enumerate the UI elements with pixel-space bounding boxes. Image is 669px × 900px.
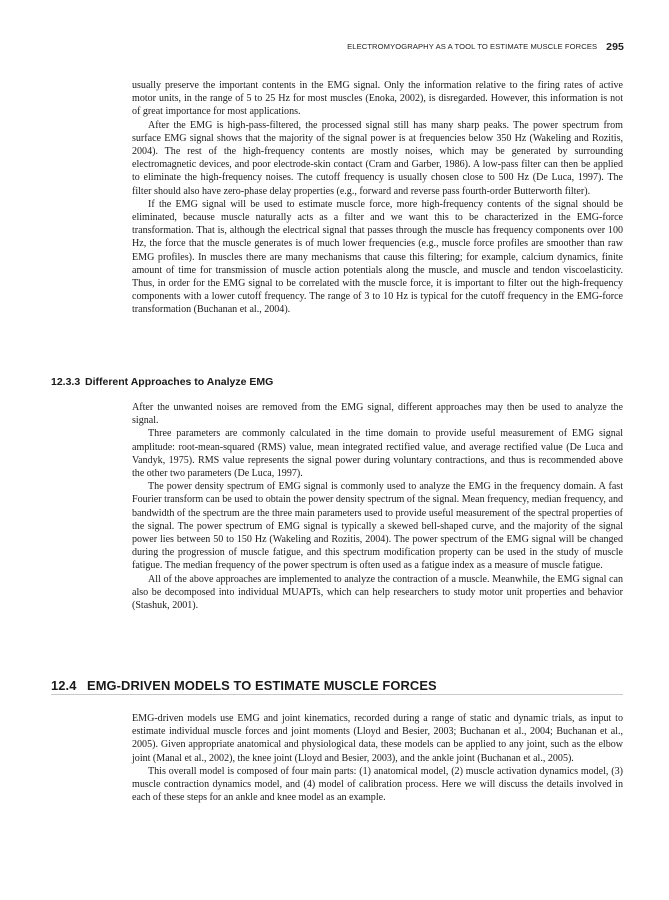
paragraph: After the EMG is high-pass-filtered, the processed signal still has many sharp peaks. The power spectrum from surface EMG signal shows that the majority of the signal power is at frequencies below 350 Hz (Wakeling and Rozitis, 2004). The rest of the high-frequency contents are mostly noises, which may be generated by surrounding electromagnetic devices, and poor electrode-skin contact (Cram and Garber, 1986). A low-pass filter can then be applied to eliminate the high-frequency noises. The cutoff frequency is usually chosen close to 500 Hz (De Luca, 1997). The filter should also have zero-phase delay properties (e.g., forward and reverse pass fourth-order Butterworth filter). xyxy=(132,119,623,197)
paragraph: The power density spectrum of EMG signal is commonly used to analyze the EMG in the frequency domain. A fast Fourier transform can be used to obtain the power density spectrum of the signal. Mean frequency, median frequency, and bandwidth of the spectrum are the three main parameters used to provide useful measurement of the spectral properties of the signal. The power spectrum of EMG signal is typically a skewed bell-shaped curve, and the majority of the signal power lies between 50 to 150 Hz (Wakeling and Rozitis, 2004). The power spectrum of the EMG signal will be changed during the progression of muscle fatigue, and this spectrum modification property can be used in the study of muscle fatigue. The median frequency of the power spectrum is often used as a fatigue index as a measure of muscle fatigue. xyxy=(132,481,623,572)
paragraph: EMG-driven models use EMG and joint kinematics, recorded during a range of static and dynamic trials, as input to estimate individual muscle forces and joint moments (Lloyd and Besier, 2003; Buchanan et al., 2004; Buchanan et al., 2005). Given appropriate anatomical and physiological data, these models can be applied to any joint, such as the elbow joint (Manal et al., 2002), the knee joint (Lloyd and Besier, 2003), and the ankle joint (Buchanan et al., 2005). xyxy=(132,713,623,764)
text-block-filtering xyxy=(132,79,623,317)
section-title: EMG-DRIVEN MODELS TO ESTIMATE MUSCLE FORCES xyxy=(87,678,437,693)
paragraph: All of the above approaches are implemented to analyze the contraction of a muscle. Meanwhile, the EMG signal can also be decomposed into individual MUAPTs, which can help researchers to study motor unit properties and behavior (Stashuk, 2001). xyxy=(132,573,623,612)
text-block-approaches xyxy=(132,401,623,612)
page-number: 295 xyxy=(606,41,624,53)
subsection-number: 12.3.3 xyxy=(51,376,81,388)
subsection-heading xyxy=(51,376,273,388)
section-number: 12.4 xyxy=(51,678,77,693)
running-head xyxy=(0,41,624,53)
running-head-title: ELECTROMYOGRAPHY AS A TOOL TO ESTIMATE MUSCLE FORCES xyxy=(347,42,598,51)
paragraph: This overall model is composed of four main parts: (1) anatomical model, (2) muscle activation dynamics model, (3) muscle contraction dynamics model, and (4) model of calibration process. Here we will discuss the details involved in each of these steps for an ankle and knee model as an example. xyxy=(132,765,623,804)
paragraph: If the EMG signal will be used to estimate muscle force, more high-frequency contents of the signal should be eliminated, because muscle naturally acts as a filter and we want this to be characterized in the EMG-force transformation. That is, although the electrical signal that passes through the muscle has frequency components over 100 Hz, the force that the muscle generates is of much lower frequencies (e.g., muscle force profiles are smoother than raw EMG profiles). In muscles there are many mechanisms that cause this filtering; for example, calcium dynamics, finite amount of time for transmission of muscle action potentials along the muscle, and muscle and tendon viscoelasticity. Thus, in order for the EMG signal to be correlated with the muscle force, it is important to filter out the high-frequency components with a lower cutoff frequency. The range of 3 to 10 Hz is typical for the cutoff frequency in the EMG-force transformation (Buchanan et al., 2004). xyxy=(132,198,623,316)
text-block-emg-models xyxy=(132,712,623,804)
section-divider xyxy=(51,694,623,695)
paragraph: usually preserve the important contents in the EMG signal. Only the information relative to the firing rates of active motor units, in the range of 5 to 25 Hz for most muscles (Enoka, 2002), is disregarded. However, this information is not of great importance for most applications. xyxy=(132,80,623,118)
paragraph: Three parameters are commonly calculated in the time domain to provide useful measurement of EMG signal amplitude: root-mean-squared (RMS) value, mean integrated rectified value, and average rectified value (De Luca and Vandyk, 1975). RMS value represents the signal power during voluntary contractions, and thus is recommended above the other two parameters (De Luca, 1997). xyxy=(132,428,623,480)
section-heading xyxy=(51,678,437,693)
subsection-title: Different Approaches to Analyze EMG xyxy=(85,376,274,388)
paragraph: After the unwanted noises are removed from the EMG signal, different approaches may then be used to analyze the signal. xyxy=(132,402,623,427)
